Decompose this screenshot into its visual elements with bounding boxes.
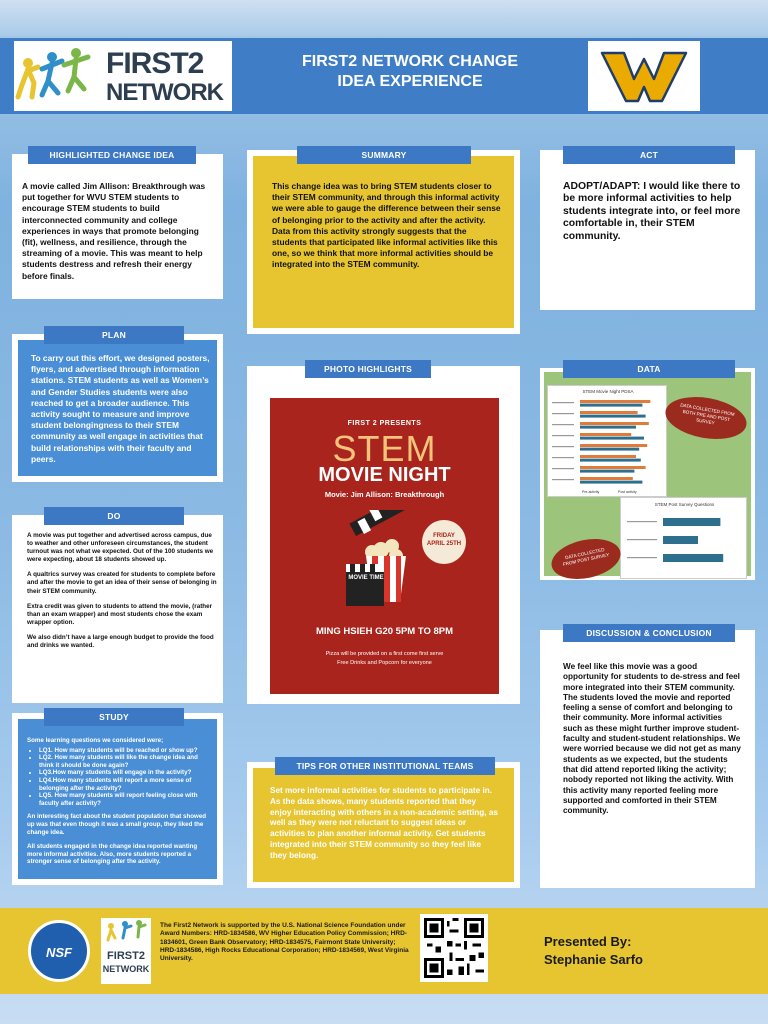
study-question: • LQ2. How many students will like the change idea and think it should be done again? [39,754,213,769]
qr-code[interactable] [420,914,488,982]
footer-people-logo-icon [101,918,151,948]
pdsa-chart [547,385,667,497]
poster-location: MING HSIEH G20 5PM TO 8PM [315,626,454,637]
discussion-label: DISCUSSION & CONCLUSION [563,624,735,642]
top-strip [0,0,768,36]
summary-text: This change idea was to bring STEM students closer to their STEM community, and through this informal activity we were able to gauge the difference between their sense of belonging prior to the activity and after the activity. Data from this activity strongly suggests that the students that participated like informal activities like this one, so we think that more informal activities should be integrated into the STEM community. [272,181,501,270]
pdsa-row-label [552,468,574,469]
study-question: • LQ3.How many students will engage in the activity? [39,769,213,777]
pdsa-row-label [552,402,574,403]
pdsa-row-label [552,413,574,414]
study-paragraph-2: An interesting fact about the student population that showed up was that even though it was a small group, they liked the change idea. [27,813,207,836]
post-survey-chart [620,497,747,579]
highlighted-change-idea-label: HIGHLIGHTED CHANGE IDEA [28,146,196,164]
pdsa-row-label [552,424,574,425]
pdsa-legend-2: Post activity [618,490,637,494]
pdsa-bar [580,437,644,440]
pdsa-row-label [552,446,574,447]
data-label: DATA [563,360,735,378]
poster-movie-title: Movie: Jim Allison: Breakthrough [324,490,445,499]
logo-text-network: NETWORK [106,79,223,106]
logo-text-first2: FIRST2 [106,47,204,80]
pdsa-bar [580,470,634,473]
pdsa-bar [580,466,646,469]
pdsa-row-label [552,457,574,458]
highlighted-change-idea-text: A movie called Jim Allison: Breakthrough was put together for WVU STEM students to encourage STEM students to build interconnected community and college experiences in ways that promote belonging (fit), wellness, and resilience, through the streaming of a movie. This was meant to help students destress and refresh their energy before finals. [22,181,206,281]
act-text: ADOPT/ADAPT: I would like there to be more informal activities to help students integrate into, or feel more comfortable in, their STEM community. [563,181,741,242]
footer-logo-network: NETWORK [102,964,150,974]
pdsa-bar [580,459,641,462]
pdsa-legend-1: Pre-activity [582,490,600,494]
post-survey-bar [663,518,720,526]
post-survey-bars [621,508,748,578]
tips-label: TIPS FOR OTHER INSTITUTIONAL TEAMS [275,757,495,775]
pdsa-bar [580,422,649,425]
wvu-logo [588,41,700,111]
post-survey-row-label [627,521,657,522]
do-paragraph-4: We also didn’t have a large enough budget to provide the food and drinks we wanted. [27,633,214,650]
pdsa-bar [580,448,639,451]
page-title [240,52,580,92]
data-bubble-post-text: DATA COLLECTED FROM POST SURVEY [562,547,610,567]
first2-logo [14,41,232,111]
post-survey-row-label [627,539,657,540]
presented-by-label: Presented By: [544,934,632,949]
pdsa-bar [580,455,636,458]
do-label: DO [44,507,184,525]
qr-code-icon [424,918,484,978]
people-logo-icon [14,41,104,111]
post-survey-row-label [627,557,657,558]
poster-date: FRIDAY APRIL 25TH [426,533,462,547]
pdsa-row-label [552,479,574,480]
tips-text: Set more informal activities for students to participate in. As the data shows, many students reported that they enjoy interacting with others in a non-academic setting, as well as they were not reluctant to suggest ideas or activities to plan another informal activity. Get students integrated into their STEM community so they feel like they belong. [270,786,498,860]
nsf-logo-text: NSF [46,945,72,960]
pdsa-bar [580,481,642,484]
pdsa-bar [580,477,633,480]
post-survey-chart-title: STEM Post Survey Questions [654,502,715,507]
study-question: • LQ1. How many students will be reached or show up? [39,747,213,755]
pdsa-bar [580,400,650,403]
act-label: ACT [563,146,735,164]
study-text [27,737,213,873]
popcorn-clapperboard-icon [326,510,436,620]
summary-label: SUMMARY [297,146,471,164]
pdsa-bar [580,433,631,436]
pdsa-bar [580,411,638,414]
study-label: STUDY [44,708,184,726]
do-paragraph-1: A movie was put together and advertised across campus, due to weather and other unforeseen circumstances, the student turnout was not what we expected. Out of the 100 students we were expecting, about 18 students showed up. [27,532,214,564]
poster-pizza-note: Pizza will be provided on a first come first serve [325,651,444,657]
pdsa-bar [580,404,642,407]
pdsa-bars [548,396,668,490]
poster-clapper-text: MOVIE TIME [348,575,384,581]
photo-highlights-label: PHOTO HIGHLIGHTS [305,360,431,378]
wvu-flying-wv-icon [588,41,700,111]
discussion-text: We feel like this movie was a good opportunity for students to de-stress and feel more integrated into their STEM community. The students loved the movie and reported feeling a sense of comfort and belonging to their community. More informal activities such as these might further improve student-faculty and student-student relationships. We were worried because we did not get as many students as we expected, but the students that did attend reported liking the activity; nobody reported not liking the activity. With this activity many reported feeling more supported and comforted in their STEM community. [563,662,741,816]
study-questions-list [27,747,213,808]
poster-stem: STEM [332,428,437,469]
study-question: • LQ4.How many students will report a more sense of belonging after the activity? [39,777,213,792]
nsf-logo [28,920,90,982]
post-survey-bar [663,536,698,544]
footer-funding-text: The First2 Network is supported by the U.S. National Science Foundation under Award Numbers: HRD-1834586, WV Higher Education Policy Commission; HRD-1834601, Green Bank Observatory; HRD-1834575, Fairmont State University; HRD-1834586, High Rocks Educational Corporation; HRD-1834569, West Virginia University. [160,922,409,963]
do-paragraph-3: Extra credit was given to students to attend the movie, (rather than an exam wrapper) and most students chose the exam wrapper option. [27,602,213,626]
data-bubble-pre-post-text: DATA COLLECTED FROM BOTH PRE AND POST SURVEY [679,402,735,426]
plan-text: To carry out this effort, we designed posters, flyers, and advertised through information stations. STEM students as well as Women’s and Gender Studies students were also reached to get a broader audience. This activity sought to measure and improve student belongingness to their STEM community as well engage in activities that build relationships with their faculty and peers. [31,353,210,464]
poster-free-note: Free Drinks and Popcorn for everyone [337,660,432,666]
study-paragraph-3: All students engaged in the change idea reported wanting more informal activities. Also, more students reported a stronger sense of belonging after the activity. [27,843,198,866]
footer-logo-first2: FIRST2 [107,950,145,962]
poster-presents: FIRST 2 PRESENTS [347,420,422,427]
pdsa-chart-title: STEM Movie Night PDSA [582,389,634,394]
post-survey-bar [663,554,723,562]
presenter-name: Stephanie Sarfo [544,952,643,967]
footer-first2-logo [101,918,151,984]
study-intro: Some learning questions we considered were; [27,737,164,744]
pdsa-bar [580,415,646,418]
pdsa-row-label [552,435,574,436]
study-question: • LQ5. How many students will report feeling close with faculty after activity? [39,792,213,807]
plan-label: PLAN [44,326,184,344]
do-text [27,532,217,657]
do-paragraph-2: A qualtrics survey was created for students to complete before and after the movie to get an idea of their sense of belonging in their STEM community. [27,571,217,595]
movie-night-poster [270,398,499,694]
title-line-1: FIRST2 NETWORK CHANGE [302,53,518,70]
pdsa-bar [580,426,636,429]
title-line-2: IDEA EXPERIENCE [337,73,483,90]
poster-movie-night: MOVIE NIGHT [318,464,451,486]
pdsa-bar [580,444,647,447]
